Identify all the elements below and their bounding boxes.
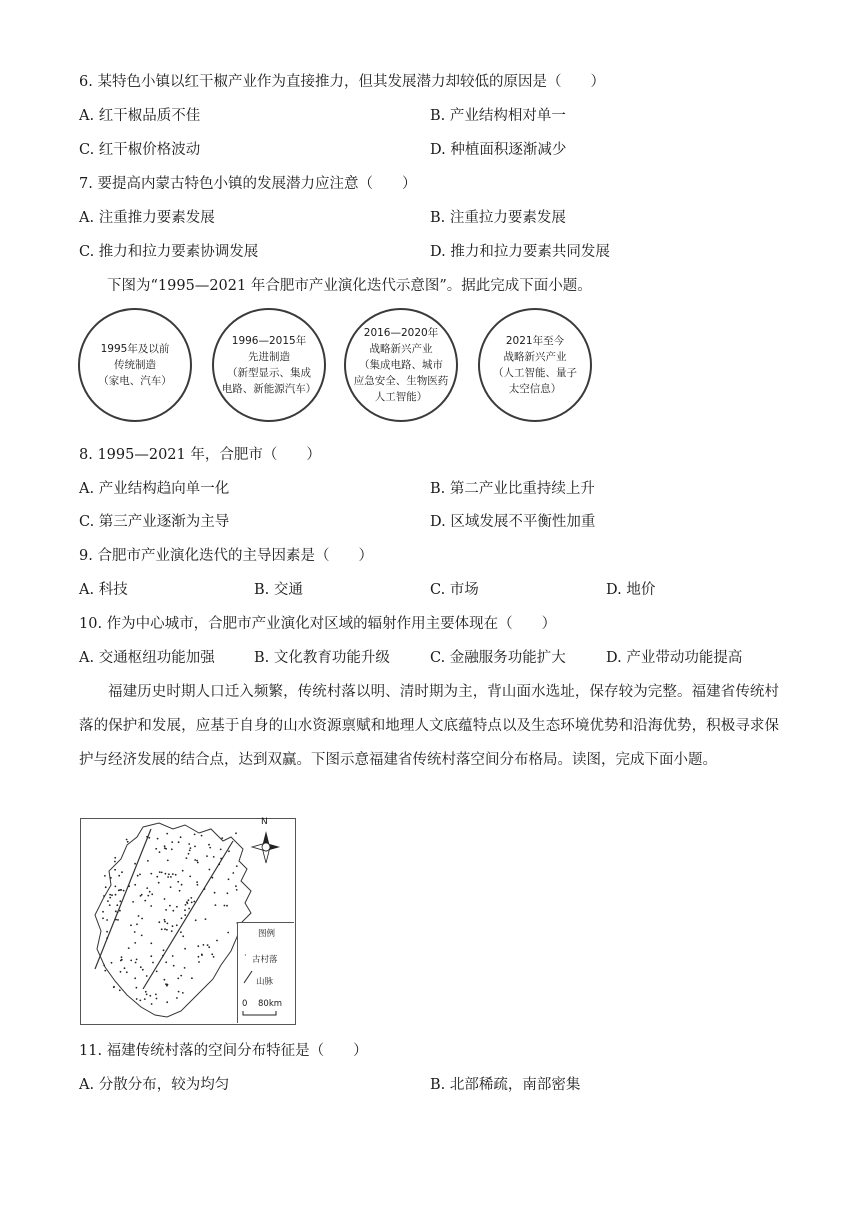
- village-dot: [120, 889, 122, 891]
- village-dot: [236, 889, 238, 891]
- village-dot: [118, 890, 120, 892]
- village-dot: [179, 890, 181, 892]
- village-dot: [136, 923, 138, 925]
- village-dot: [188, 899, 190, 901]
- question-7-option-b: B. 注重拉力要素发展: [430, 210, 566, 226]
- village-dot: [119, 910, 121, 912]
- question-10-option-d: D. 产业带动功能提高: [606, 650, 743, 666]
- question-8-option-c: C. 第三产业逐渐为主导: [79, 514, 230, 530]
- village-dot: [139, 874, 141, 876]
- village-dot: [163, 949, 165, 951]
- village-dot: [206, 855, 208, 857]
- village-dot: [120, 971, 122, 973]
- village-dot: [189, 850, 191, 852]
- question-7-option-d: D. 推力和拉力要素共同发展: [430, 244, 610, 260]
- fujian-intro-paragraph: 福建历史时期人口迁入频繁，传统村落以明、清时期为主，背山面水选址，保存较为完整。福建省传统村落的保护和发展，应基于自身的山水资源禀赋和地理人文底蕴特点以及生态环境优势和沿海优势，积极寻求保护与经济发展的结合点，达到双赢。下图示意福建省传统村落空间分布格局。读图，完成下面小题。: [79, 684, 779, 768]
- village-dot: [156, 876, 158, 878]
- village-dot: [201, 835, 203, 837]
- village-dot: [102, 917, 104, 919]
- village-dot: [167, 876, 169, 878]
- village-dot: [106, 937, 108, 939]
- village-dot: [214, 892, 216, 894]
- village-dot: [118, 875, 120, 877]
- village-dot: [109, 904, 111, 906]
- village-dot: [220, 858, 222, 860]
- village-dot: [102, 911, 104, 913]
- stage-3-line-1: 2016—2020年: [363, 327, 439, 339]
- stage-circle-3: [344, 308, 458, 422]
- village-dot: [184, 909, 186, 911]
- village-dot: [171, 930, 173, 932]
- village-dot: [172, 910, 174, 912]
- village-dot: [166, 833, 168, 835]
- village-dot: [167, 984, 169, 986]
- village-dot: [126, 971, 128, 973]
- village-dot: [189, 876, 191, 878]
- village-dot: [113, 986, 115, 988]
- question-9-stem: 9. 合肥市产业演化迭代的主导因素是（ ）: [79, 548, 373, 564]
- village-dot: [147, 895, 149, 897]
- village-dot: [211, 953, 213, 955]
- village-dot: [155, 994, 157, 996]
- village-dot: [116, 904, 118, 906]
- village-dot: [150, 873, 152, 875]
- village-dot: [224, 905, 226, 907]
- hefei-intro-text: 下图为“1995—2021 年合肥市产业演化迭代示意图”。据此完成下面小题。: [107, 278, 592, 294]
- village-dot: [190, 897, 192, 899]
- scale-zero-label: 0: [242, 999, 248, 1009]
- village-dot: [109, 897, 111, 899]
- village-dot: [121, 956, 123, 958]
- stage-2-line-1: 1996—2015年: [231, 335, 307, 347]
- village-dot: [208, 844, 210, 846]
- stage-circle-2: [212, 308, 326, 422]
- village-dot: [212, 877, 214, 879]
- village-dot: [164, 898, 166, 900]
- village-dot: [196, 881, 198, 883]
- village-dot: [114, 857, 116, 859]
- village-dot: [161, 928, 163, 930]
- village-dot: [134, 942, 136, 944]
- village-dot: [203, 944, 205, 946]
- village-dot: [159, 871, 161, 873]
- village-dot: [170, 886, 172, 888]
- village-dot: [213, 856, 215, 858]
- village-dot: [198, 961, 200, 963]
- village-dot: [205, 918, 207, 920]
- village-dot: [104, 875, 106, 877]
- village-dot: [227, 892, 229, 894]
- question-11-stem: 11. 福建传统村落的空间分布特征是（ ）: [79, 1043, 368, 1059]
- village-dot: [162, 955, 164, 957]
- village-dot: [195, 919, 197, 921]
- village-dot: [175, 874, 177, 876]
- village-dot: [130, 960, 132, 962]
- village-dot: [170, 876, 172, 878]
- village-dot: [138, 915, 140, 917]
- village-dot: [194, 834, 196, 836]
- village-dot: [146, 887, 148, 889]
- village-dot: [134, 863, 136, 865]
- village-dot: [155, 848, 157, 850]
- village-dot: [103, 895, 105, 897]
- village-dot: [235, 885, 237, 887]
- question-6-option-c: C. 红干椒价格波动: [79, 142, 201, 158]
- village-dot: [221, 837, 223, 839]
- village-dot: [121, 871, 123, 873]
- village-dot: [134, 884, 136, 886]
- legend-village-marker-icon: ·: [244, 951, 247, 961]
- stage-2-line-2: 先进制造: [248, 351, 290, 363]
- village-dot: [197, 945, 199, 947]
- village-dot: [114, 869, 116, 871]
- village-dot: [110, 877, 112, 879]
- village-dot: [119, 900, 121, 902]
- village-dot: [185, 904, 187, 906]
- village-dot: [164, 845, 166, 847]
- village-dot: [178, 991, 180, 993]
- question-10-option-b: B. 文化教育功能升级: [254, 650, 390, 666]
- village-dot: [227, 932, 229, 934]
- village-dot: [141, 935, 143, 937]
- village-dot: [146, 994, 148, 996]
- village-dot: [149, 891, 151, 893]
- stage-circle-4: [478, 308, 592, 422]
- village-dot: [235, 832, 237, 834]
- question-10-option-a: A. 交通枢纽功能加强: [79, 650, 215, 666]
- village-dot: [209, 847, 211, 849]
- village-dot: [164, 919, 166, 921]
- village-dot: [182, 870, 184, 872]
- question-7-stem: 7. 要提高内蒙古特色小镇的发展潜力应注意（ ）: [79, 176, 417, 192]
- village-dot: [156, 998, 158, 1000]
- stage-1-line-1: 1995年及以前: [100, 343, 170, 355]
- industry-evolution-figure: [78, 306, 618, 426]
- village-dot: [166, 1001, 168, 1003]
- village-dot: [172, 955, 174, 957]
- village-dot: [232, 872, 234, 874]
- village-dot: [209, 869, 211, 871]
- village-dot: [150, 905, 152, 907]
- north-label: N: [261, 817, 268, 827]
- village-dot: [150, 942, 152, 944]
- village-dot: [146, 975, 148, 977]
- village-dot: [168, 873, 170, 875]
- village-dot: [180, 836, 182, 838]
- village-dot: [165, 961, 167, 963]
- village-dot: [141, 894, 143, 896]
- question-6-option-a: A. 红干椒品质不佳: [79, 108, 201, 124]
- village-dot: [123, 890, 125, 892]
- village-dot: [142, 969, 144, 971]
- legend-mountain-label: 山脉: [256, 977, 274, 987]
- village-dot: [106, 919, 108, 921]
- village-dot: [173, 965, 175, 967]
- question-8-option-b: B. 第二产业比重持续上升: [430, 481, 595, 497]
- village-dot: [194, 859, 196, 861]
- north-arrow-icon: [252, 831, 280, 863]
- question-11-option-a: A. 分散分布，较为均匀: [79, 1077, 230, 1093]
- village-dot: [188, 843, 190, 845]
- question-6-option-b: B. 产业结构相对单一: [430, 108, 566, 124]
- stage-1-line-2: 传统制造: [114, 359, 156, 371]
- village-dot: [140, 966, 142, 968]
- stage-2-line-3: （新型显示、集成: [227, 367, 311, 379]
- village-dot: [220, 849, 222, 851]
- question-8-option-d: D. 区域发展不平衡性加重: [430, 514, 596, 530]
- question-6-option-d: D. 种植面积逐渐减少: [430, 142, 567, 158]
- village-dot: [159, 851, 161, 853]
- scale-value-label: 80km: [258, 999, 283, 1009]
- village-dot: [132, 901, 134, 903]
- village-dot: [208, 946, 210, 948]
- village-dot: [218, 863, 220, 865]
- question-7-option-a: A. 注重推力要素发展: [79, 210, 215, 226]
- map-legend: [237, 922, 294, 1023]
- question-9-option-c: C. 市场: [430, 582, 479, 598]
- village-dot: [176, 924, 178, 926]
- village-dot: [103, 965, 105, 967]
- village-dot: [146, 836, 148, 838]
- village-dot: [115, 919, 117, 921]
- village-dot: [150, 955, 152, 957]
- village-dot: [136, 987, 138, 989]
- village-dot: [197, 884, 199, 886]
- village-dot: [186, 901, 188, 903]
- question-11-option-b: B. 北部稀疏，南部密集: [430, 1077, 581, 1093]
- village-dot: [165, 909, 167, 911]
- village-dot: [236, 865, 238, 867]
- village-dot: [171, 848, 173, 850]
- village-dot: [166, 929, 168, 931]
- village-dot: [161, 872, 163, 874]
- legend-title: 图例: [258, 929, 276, 939]
- village-dot: [182, 992, 184, 994]
- village-dot: [184, 948, 186, 950]
- stage-circle-1: [78, 308, 192, 422]
- stage-4-line-1: 2021年至今: [505, 335, 565, 347]
- village-dot: [181, 884, 183, 886]
- village-dot: [127, 841, 129, 843]
- legend-village-label: 古村落: [252, 955, 278, 965]
- village-dot: [216, 940, 218, 942]
- scale-bar: [242, 1011, 278, 1017]
- village-dot: [167, 860, 169, 862]
- village-dot: [191, 977, 193, 979]
- question-9-option-b: B. 交通: [254, 582, 303, 598]
- village-dot: [180, 931, 182, 933]
- stage-3-line-2: 战略新兴产业: [369, 343, 433, 355]
- village-dot: [144, 900, 146, 902]
- village-dot: [117, 912, 119, 914]
- village-dot: [165, 983, 167, 985]
- village-dot: [164, 847, 166, 849]
- village-dot: [193, 901, 195, 903]
- village-dot: [158, 921, 160, 923]
- question-9-option-d: D. 地价: [606, 582, 656, 598]
- village-dot: [114, 861, 116, 863]
- village-dot: [148, 837, 150, 839]
- village-dot: [191, 902, 193, 904]
- fujian-village-map: [80, 818, 296, 1025]
- village-dot: [139, 1000, 141, 1002]
- village-dot: [190, 847, 192, 849]
- village-dot: [130, 924, 132, 926]
- stage-4-line-4: 太空信息）: [508, 383, 562, 395]
- village-dot: [228, 878, 230, 880]
- village-dot: [141, 918, 143, 920]
- village-dot: [128, 947, 130, 949]
- village-dot: [177, 881, 179, 883]
- village-dot: [151, 1003, 153, 1005]
- village-dot: [184, 967, 186, 969]
- question-10-option-c: C. 金融服务功能扩大: [430, 650, 566, 666]
- village-dot: [128, 885, 130, 887]
- village-dot: [171, 841, 173, 843]
- village-dot: [198, 956, 200, 958]
- question-8-option-a: A. 产业结构趋向单一化: [79, 481, 230, 497]
- village-dot: [107, 900, 109, 902]
- village-dot: [178, 841, 180, 843]
- stage-3-line-5: 人工智能）: [374, 391, 428, 403]
- village-dot: [111, 894, 113, 896]
- village-dot: [181, 917, 183, 919]
- village-dot: [145, 991, 147, 993]
- village-dot: [121, 959, 123, 961]
- village-dot: [115, 886, 117, 888]
- question-8-stem: 8. 1995—2021 年，合肥市（ ）: [79, 447, 321, 463]
- village-dot: [124, 967, 126, 969]
- village-dot: [215, 904, 217, 906]
- village-dot: [115, 910, 117, 912]
- village-dot: [197, 862, 199, 864]
- village-dot: [126, 839, 128, 841]
- village-dot: [157, 838, 159, 840]
- village-dot: [137, 875, 139, 877]
- village-dot: [156, 971, 158, 973]
- village-dot: [201, 954, 203, 956]
- village-dot: [164, 928, 166, 930]
- village-dot: [117, 919, 119, 921]
- village-dot: [164, 921, 166, 923]
- village-dot: [182, 935, 184, 937]
- village-dot: [158, 882, 160, 884]
- village-dot: [172, 925, 174, 927]
- village-dot: [176, 906, 178, 908]
- village-dot: [172, 873, 174, 875]
- village-dot: [115, 894, 117, 896]
- village-dot: [186, 857, 188, 859]
- village-dot: [228, 850, 230, 852]
- stage-4-line-3: （人工智能、量子: [493, 367, 577, 379]
- village-dot: [184, 914, 186, 916]
- village-dot: [167, 923, 169, 925]
- question-7-option-c: C. 推力和拉力要素协调发展: [79, 244, 259, 260]
- village-dot: [177, 978, 179, 980]
- village-dot: [226, 905, 228, 907]
- village-dot: [188, 908, 190, 910]
- village-dot: [165, 873, 167, 875]
- village-dot: [152, 962, 154, 964]
- village-dot: [106, 931, 108, 933]
- village-dot: [134, 931, 136, 933]
- legend-mountain-symbol-icon: [242, 969, 254, 985]
- village-dot: [144, 998, 146, 1000]
- village-dot: [136, 998, 138, 1000]
- stage-3-line-4: 应急安全、生物医药: [353, 375, 449, 387]
- village-dot: [119, 989, 121, 991]
- village-dot: [188, 853, 190, 855]
- stage-1-line-3: （家电、汽车）: [98, 375, 172, 387]
- question-6-stem: 6. 某特色小镇以红干椒产业作为直接推力，但其发展潜力却较低的原因是（ ）: [79, 74, 605, 90]
- village-dot: [109, 894, 111, 896]
- village-dot: [204, 888, 206, 890]
- village-dot: [180, 975, 182, 977]
- stage-4-line-2: 战略新兴产业: [503, 351, 567, 363]
- village-dot: [213, 956, 215, 958]
- question-9-option-a: A. 科技: [79, 582, 128, 598]
- village-dot: [136, 959, 138, 961]
- village-dot: [164, 979, 166, 981]
- village-dot: [169, 905, 171, 907]
- question-10-stem: 10. 作为中心城市，合肥市产业演化对区域的辐射作用主要体现在（ ）: [79, 616, 557, 632]
- village-dot: [104, 970, 106, 972]
- village-dot: [151, 893, 153, 895]
- village-dot: [147, 860, 149, 862]
- stage-2-line-4: 电路、新能源汽车）: [221, 383, 317, 395]
- village-dot: [207, 944, 209, 946]
- village-dot: [149, 995, 151, 997]
- stage-3-line-3: （集成电路、城市: [359, 359, 443, 371]
- village-dot: [105, 886, 107, 888]
- village-dot: [135, 962, 137, 964]
- village-dot: [176, 997, 178, 999]
- village-dot: [194, 846, 196, 848]
- village-dot: [111, 962, 113, 964]
- village-dot: [134, 977, 136, 979]
- village-dot: [196, 860, 198, 862]
